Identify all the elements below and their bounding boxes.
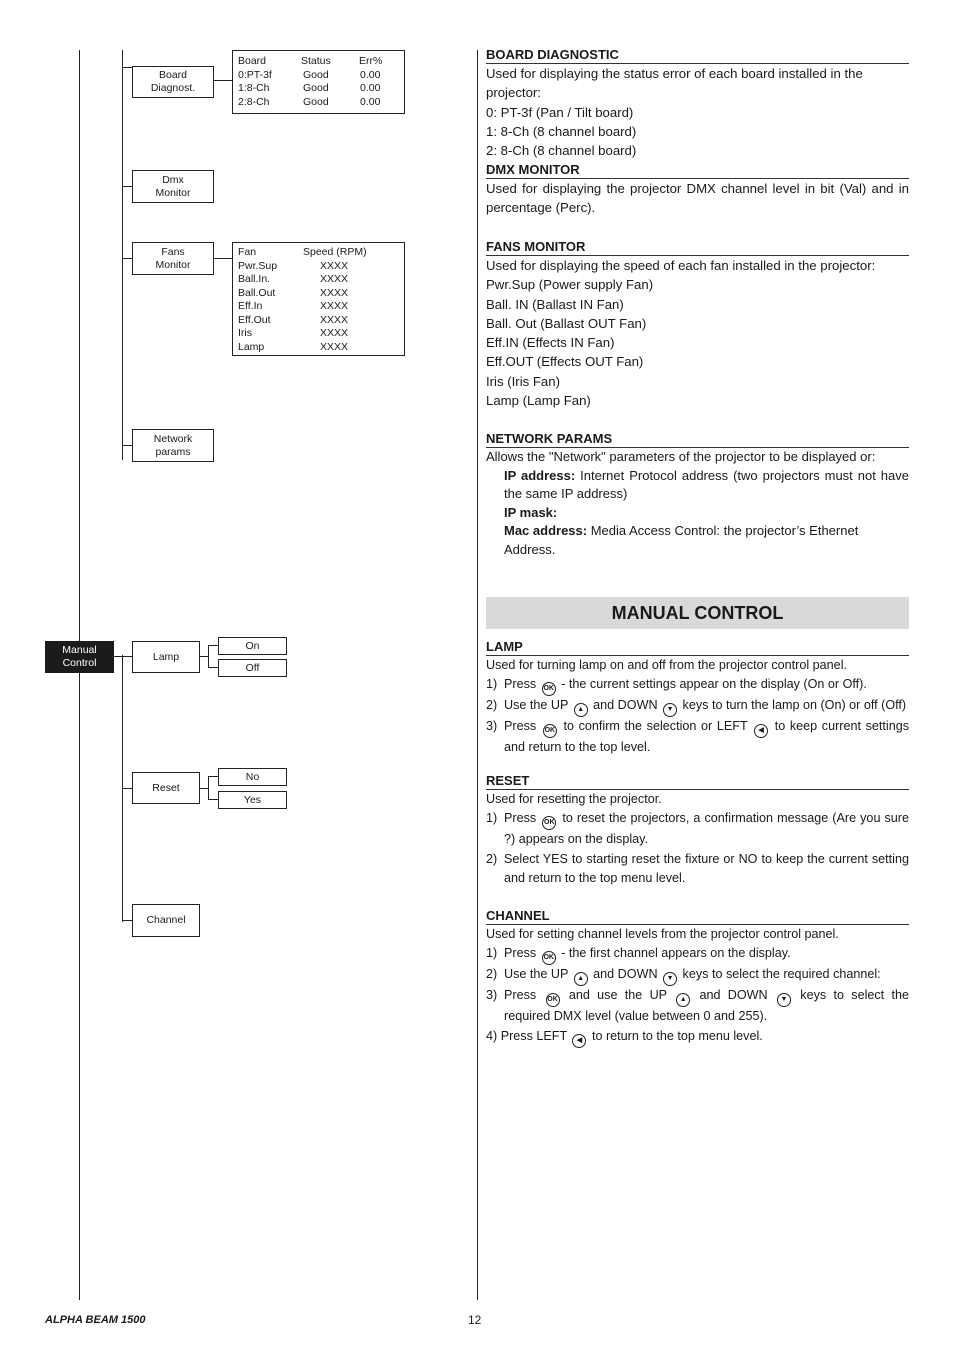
list-item: 2: 8-Ch (8 channel board): [486, 143, 637, 159]
cell: XXXX: [320, 273, 349, 285]
step-item: [486, 809, 909, 849]
paragraph: Used for displaying the speed of each fan installed in the projector:: [486, 258, 876, 273]
step-number: 3): [486, 988, 498, 1003]
menu-fans-monitor[interactable]: [132, 242, 214, 275]
cell: Iris: [238, 327, 252, 339]
paragraph: Used for setting channel levels from the projector control panel.: [486, 927, 839, 941]
manual-control-banner: MANUAL CONTROL: [486, 597, 909, 629]
cell: Pwr.Sup: [238, 259, 278, 272]
cell: Ball.In.: [238, 273, 271, 285]
list-item: 0: PT-3f (Pan / Tilt board): [486, 104, 634, 120]
step-text: Press: [504, 719, 537, 734]
fans-monitor-display: [232, 242, 405, 356]
step-item: [486, 675, 909, 696]
display-row: [233, 82, 404, 96]
menu-label: Monitor: [155, 258, 191, 271]
section-fans-monitor: [486, 239, 909, 410]
option-label: Yes: [243, 793, 262, 806]
step-item: [486, 850, 909, 889]
step-item: [486, 944, 909, 965]
definition: Internet Protocol address (two projectors must not have the same IP address): [504, 467, 909, 501]
step-text: to keep current settings and return to the top level.: [504, 719, 910, 755]
step-number: 1): [486, 946, 498, 961]
cell: 1:8-Ch: [238, 82, 270, 94]
board-diagnostic-display: [232, 50, 405, 114]
display-row: [233, 287, 404, 301]
connector: [208, 776, 209, 799]
left-key-icon: ◀: [754, 724, 768, 738]
step-text: Press: [504, 811, 537, 826]
connector: [208, 799, 218, 800]
down-key-icon: ▼: [663, 703, 677, 717]
connector: [208, 645, 209, 667]
tree-trunk-line: [79, 50, 80, 1300]
section-heading: NETWORK PARAMS: [486, 431, 909, 448]
menu-label: Control: [62, 657, 97, 669]
list-item: Pwr.Sup (Power supply Fan): [486, 277, 654, 293]
connector: [213, 80, 232, 81]
step-number: 2): [486, 698, 498, 713]
menu-reset[interactable]: [132, 772, 200, 804]
section-board-diagnostic: [486, 47, 909, 160]
step-text: Press: [504, 946, 537, 961]
up-key-icon: ▲: [676, 993, 690, 1007]
ok-key-icon: OK: [543, 724, 557, 738]
step-text: and DOWN: [589, 698, 658, 713]
paragraph: Allows the "Network" parameters of the projector to be displayed or:: [486, 449, 876, 464]
menu-label: Board: [158, 69, 188, 81]
step-text: keys to turn the lamp on (On) or off (Off): [679, 698, 907, 713]
step-item: [486, 986, 909, 1026]
display-row: [233, 260, 404, 274]
cell: Good: [303, 68, 329, 81]
step-text: 4) Press LEFT: [486, 1028, 567, 1043]
list-item: Ball. Out (Ballast OUT Fan): [486, 315, 647, 331]
step-item: [486, 696, 909, 717]
section-heading: DMX MONITOR: [486, 162, 909, 179]
footer-model: ALPHA BEAM 1500: [45, 1314, 146, 1326]
display-row: [233, 327, 404, 341]
up-key-icon: ▲: [574, 703, 588, 717]
list-item: 1: 8-Ch (8 channel board): [486, 123, 637, 139]
down-key-icon: ▼: [777, 993, 791, 1007]
step-text: to return to the top menu level.: [588, 1028, 763, 1043]
step-number: 1): [486, 811, 498, 826]
cell: Eff.In: [238, 300, 263, 312]
step-number: 3): [486, 719, 498, 734]
cell: Ball.Out: [238, 286, 276, 299]
display-row: [233, 273, 404, 287]
option-on[interactable]: [218, 637, 287, 655]
display-row: [233, 96, 404, 110]
menu-label: Network: [153, 432, 193, 445]
step-item: [486, 717, 909, 757]
option-yes[interactable]: [218, 791, 287, 809]
section-heading: RESET: [486, 773, 909, 790]
step-number: 1): [486, 677, 498, 692]
cell: 0.00: [360, 82, 381, 94]
list-item: Lamp (Lamp Fan): [486, 393, 591, 409]
ip-mask-item: [486, 504, 909, 523]
menu-manual-control[interactable]: [45, 641, 114, 673]
menu-label: Reset: [152, 781, 180, 794]
section-heading: CHANNEL: [486, 908, 909, 925]
option-off[interactable]: [218, 659, 287, 677]
step-text: Press: [504, 677, 537, 692]
menu-dmx-monitor[interactable]: [132, 170, 214, 203]
display-row: [233, 69, 404, 83]
step-number: 2): [486, 851, 498, 866]
step-item: [486, 965, 909, 986]
menu-label: Monitor: [155, 186, 191, 199]
connector: [199, 656, 208, 657]
display-row: [233, 341, 404, 355]
section-heading: LAMP: [486, 639, 909, 656]
section-dmx-monitor: [486, 162, 909, 218]
cell: 0.00: [360, 68, 381, 81]
cell: XXXX: [320, 327, 349, 339]
step-number: 2): [486, 967, 498, 982]
connector: [122, 445, 132, 446]
col-header: Speed (RPM): [303, 246, 367, 258]
cell: 2:8-Ch: [238, 95, 270, 108]
step-text: - the first channel appears on the display.: [557, 946, 791, 961]
ok-key-icon: OK: [542, 951, 556, 965]
option-label: On: [245, 639, 260, 652]
col-header: Board: [238, 55, 267, 67]
connector: [122, 67, 132, 68]
section-heading: FANS MONITOR: [486, 239, 909, 256]
section-network-params: [486, 431, 909, 559]
step-item: [486, 1027, 909, 1048]
ok-key-icon: OK: [542, 682, 556, 696]
list-item: Iris (Iris Fan): [486, 373, 560, 389]
option-label: Off: [245, 661, 260, 674]
section-channel: [486, 908, 909, 1048]
step-text: Press: [504, 988, 537, 1003]
cell: XXXX: [320, 300, 349, 312]
menu-label: Manual: [62, 644, 97, 656]
step-text: - the current settings appear on the display (On or Off).: [557, 677, 867, 692]
step-text: Use the UP: [504, 698, 569, 713]
menu-network-params[interactable]: [132, 429, 214, 462]
col-header: Status: [301, 55, 331, 67]
paragraph: Used for turning lamp on and off from the projector control panel.: [486, 658, 847, 672]
option-label: No: [245, 770, 260, 783]
display-row: [233, 300, 404, 314]
menu-label: Diagnost.: [150, 82, 196, 94]
cell: 0.00: [360, 95, 381, 108]
step-text: Select YES to starting reset the fixture or NO to keep the current setting and return to the top menu level.: [504, 851, 909, 885]
step-text: keys to select the required channel:: [679, 967, 881, 982]
left-key-icon: ◀: [572, 1034, 586, 1048]
list-item: Eff.OUT (Effects OUT Fan): [486, 354, 644, 370]
list-item: Ball. IN (Ballast IN Fan): [486, 296, 624, 312]
section-lamp: [486, 639, 909, 758]
col-header: Err%: [359, 55, 383, 67]
menu-label: Lamp: [152, 650, 180, 663]
ok-key-icon: OK: [542, 816, 556, 830]
cell: Lamp: [238, 340, 265, 353]
menu-label: Channel: [146, 914, 186, 926]
cell: Good: [303, 82, 329, 94]
paragraph: Used for displaying the status error of each board installed in the projector:: [486, 66, 863, 101]
paragraph: Used for displaying the projector DMX channel level in bit (Val) and in percentage (Perc).: [486, 181, 909, 216]
connector: [208, 645, 218, 646]
cell: XXXX: [320, 259, 349, 272]
up-key-icon: ▲: [574, 972, 588, 986]
cell: 0:PT-3f: [238, 68, 272, 81]
step-text: and use the UP: [561, 988, 667, 1003]
step-text: keys to select the required DMX level (value between 0 and 255).: [504, 988, 909, 1024]
term: IP mask:: [504, 504, 558, 520]
option-no[interactable]: [218, 768, 287, 786]
menu-label: params: [155, 445, 191, 458]
step-text: Use the UP: [504, 967, 569, 982]
ok-key-icon: OK: [546, 993, 560, 1007]
menu-channel[interactable]: [132, 904, 200, 937]
connector: [122, 788, 132, 789]
cell: XXXX: [320, 340, 349, 353]
connector: [208, 776, 218, 777]
paragraph: Used for resetting the projector.: [486, 792, 662, 806]
menu-lamp[interactable]: [132, 641, 200, 673]
connector: [113, 656, 132, 657]
section-reset: [486, 773, 909, 888]
cell: XXXX: [320, 313, 349, 326]
connector: [213, 258, 232, 259]
connector: [122, 258, 132, 259]
list-item: Eff.IN (Effects IN Fan): [486, 335, 615, 351]
section-heading: BOARD DIAGNOSTIC: [486, 47, 909, 64]
display-row: [233, 314, 404, 328]
step-text: to reset the projectors, a confirmation message (Are you sure ?) appears on the display.: [504, 811, 910, 847]
term: Mac address:: [504, 523, 588, 538]
step-text: to confirm the selection or LEFT: [558, 719, 748, 734]
cell: Eff.Out: [238, 313, 271, 326]
ip-address-item: [486, 467, 909, 504]
connector: [199, 788, 208, 789]
menu-label: Dmx: [162, 173, 184, 186]
step-text: and DOWN: [692, 988, 768, 1003]
menu-board-diagnost[interactable]: [132, 66, 214, 98]
display-header-row: [233, 246, 404, 260]
page-number: 12: [468, 1313, 482, 1327]
column-divider: [477, 50, 478, 1300]
definition: Media Access Control: the projector’s Ethernet Address.: [504, 523, 859, 557]
display-header-row: [233, 55, 404, 69]
down-key-icon: ▼: [663, 972, 677, 986]
mac-address-item: [486, 522, 909, 559]
cell: Good: [303, 95, 329, 108]
branch-line: [122, 50, 123, 460]
step-text: and DOWN: [589, 967, 658, 982]
menu-label: Fans: [161, 245, 185, 258]
col-header: Fan: [238, 246, 257, 258]
cell: XXXX: [320, 286, 349, 299]
connector: [208, 667, 218, 668]
connector: [122, 920, 132, 921]
term: IP address:: [504, 467, 576, 483]
connector: [122, 186, 132, 187]
